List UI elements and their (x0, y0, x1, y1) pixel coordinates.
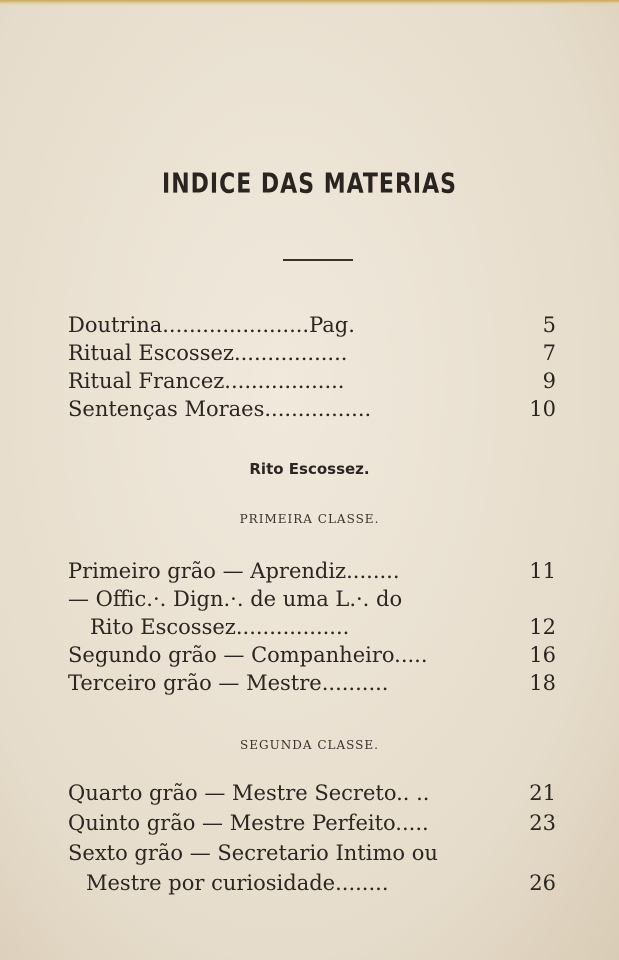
toc-entry (68, 396, 556, 422)
toc-entry (68, 642, 556, 668)
toc-entry (86, 870, 556, 896)
toc-entry-page: 26 (529, 871, 556, 895)
toc-entry-page: 5 (542, 313, 556, 337)
toc-entry-text: Doutrina......................Pag. (68, 313, 355, 337)
toc-entry-page: 18 (529, 671, 556, 695)
toc-entry (68, 840, 556, 866)
toc-entry-text: Quinto grão — Mestre Perfeito..... (68, 811, 429, 835)
toc-entry-page: 10 (529, 397, 556, 421)
toc-entry-page: 7 (542, 341, 556, 365)
toc-entry-text: Terceiro grão — Mestre.......... (68, 671, 389, 695)
toc-entry-text: Segundo grão — Companheiro..... (68, 643, 428, 667)
toc-entry (68, 558, 556, 584)
toc-entry (68, 780, 556, 806)
title-divider (283, 259, 353, 261)
toc-entry-text: Ritual Escossez................. (68, 341, 348, 365)
toc-entry-page: 16 (529, 643, 556, 667)
class-heading: PRIMEIRA CLASSE. (239, 512, 380, 526)
section-heading: Rito Escossez. (249, 460, 370, 478)
toc-entry-text: Sexto grão — Secretario Intimo ou (68, 841, 438, 865)
toc-entry (68, 670, 556, 696)
toc-entry (68, 312, 556, 338)
toc-entry-page: 12 (529, 615, 556, 639)
class-heading: SEGUNDA CLASSE. (240, 738, 379, 752)
toc-entry-page: 9 (542, 369, 556, 393)
page-top-edge (0, 0, 619, 6)
toc-entry (68, 586, 556, 612)
toc-entry-text: Primeiro grão — Aprendiz........ (68, 559, 400, 583)
toc-entry-text: Ritual Francez.................. (68, 369, 345, 393)
toc-entry (68, 340, 556, 366)
toc-entry-text: Sentenças Moraes................ (68, 397, 372, 421)
toc-entry (90, 614, 556, 640)
toc-entry-text: Quarto grão — Mestre Secreto.. .. (68, 781, 430, 805)
toc-entry (68, 368, 556, 394)
toc-entry-page: 21 (529, 781, 556, 805)
toc-entry-text: Rito Escossez................. (90, 615, 350, 639)
page-title: INDICE DAS MATERIAS (162, 168, 457, 201)
toc-entry-page: 23 (529, 811, 556, 835)
toc-entry-text: — Offic.·. Dign.·. de uma L.·. do (68, 587, 403, 611)
toc-entry-page: 11 (529, 559, 556, 583)
toc-entry-text: Mestre por curiosidade........ (86, 871, 389, 895)
toc-entry (68, 810, 556, 836)
